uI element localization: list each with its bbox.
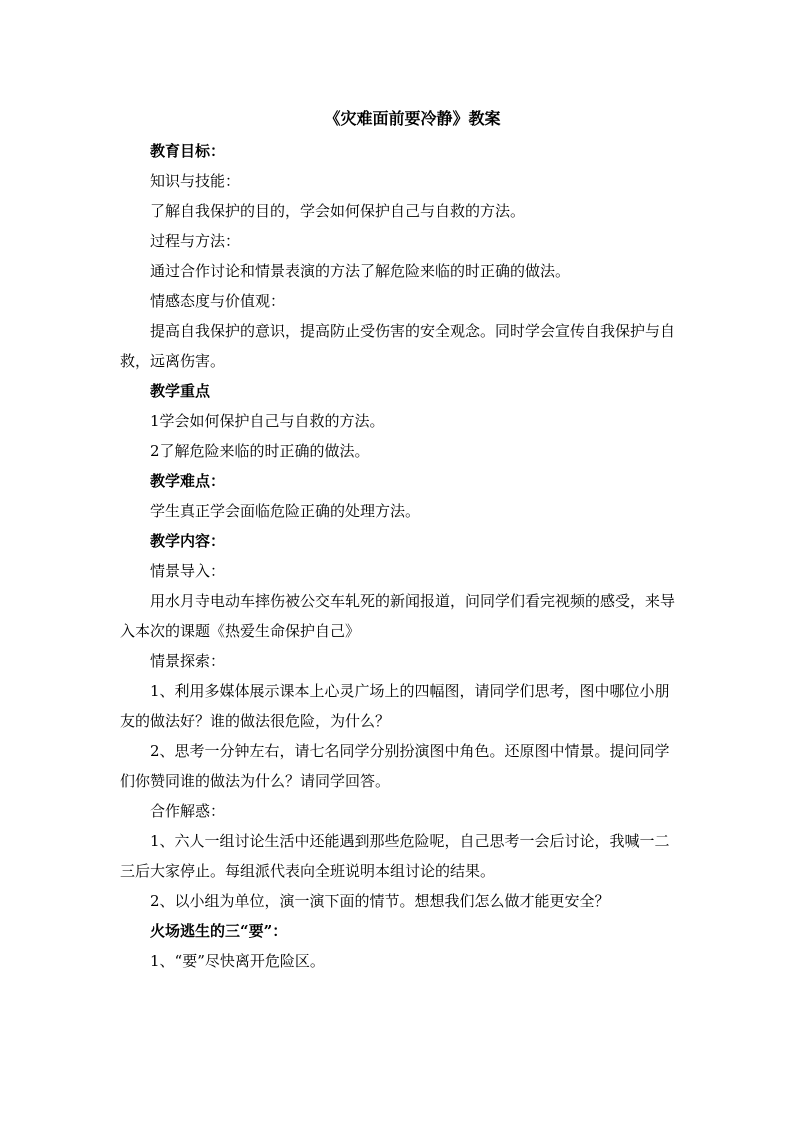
list-item-focus-2: 2了解危险来临的时正确的做法。: [150, 442, 370, 460]
list-item-cooperative-1: 1、六人一组讨论生活中还能遇到那些危险呢，自己思考一会后讨论，我喊一二三后大家停止。每组派代表向全班说明本组讨论的结果。: [120, 832, 670, 880]
paragraph-process-method: 通过合作讨论和情景表演的方法了解危险来临的时正确的做法。: [150, 262, 571, 280]
subheading-emotion-values: 情感态度与价值观：: [150, 292, 286, 310]
list-item-explore-1: 1、利用多媒体展示课本上心灵广场上的四幅图，请同学们思考，图中哪位小朋友的做法好？谁的做法很危险，为什么？: [120, 682, 670, 730]
list-item-fire-escape-1: 1、“要”尽快离开危险区。: [150, 952, 325, 970]
document-body: [120, 104, 675, 976]
subheading-cooperative-solve: 合作解惑：: [150, 802, 226, 820]
heading-teaching-difficulty: 教学难点：: [150, 472, 226, 490]
list-item-cooperative-2: 2、以小组为单位，演一演下面的情节。想想我们怎么做才能更安全？: [150, 892, 610, 910]
subheading-scenario-explore: 情景探索：: [150, 652, 226, 670]
subheading-process-method: 过程与方法：: [150, 232, 241, 250]
heading-education-goals: 教育目标：: [150, 142, 226, 160]
heading-fire-escape: 火场逃生的三“要”：: [150, 922, 288, 940]
heading-teaching-focus: 教学重点: [150, 382, 211, 400]
subheading-knowledge-skills: 知识与技能：: [150, 172, 241, 190]
list-item-focus-1: 1学会如何保护自己与自救的方法。: [150, 412, 385, 430]
document-title: 《灾难面前要冷静》教案: [324, 109, 501, 128]
subheading-scenario-intro: 情景导入：: [150, 562, 226, 580]
paragraph-scenario-intro: 用水月寺电动车摔伤被公交车轧死的新闻报道，问同学们看完视频的感受，来导入本次的课题《热爱生命保护自己》: [120, 592, 676, 640]
paragraph-knowledge-skills: 了解自我保护的目的，学会如何保护自己与自救的方法。: [150, 202, 526, 220]
list-item-explore-2: 2、思考一分钟左右，请七名同学分别扮演图中角色。还原图中情景。提问同学们你赞同谁的做法为什么？请同学回答。: [120, 742, 670, 790]
paragraph-emotion-values: 提高自我保护的意识，提高防止受伤害的安全观念。同时学会宣传自我保护与自救，远离伤害。: [120, 322, 676, 370]
paragraph-teaching-difficulty: 学生真正学会面临危险正确的处理方法。: [150, 502, 421, 520]
heading-teaching-content: 教学内容：: [150, 532, 226, 550]
